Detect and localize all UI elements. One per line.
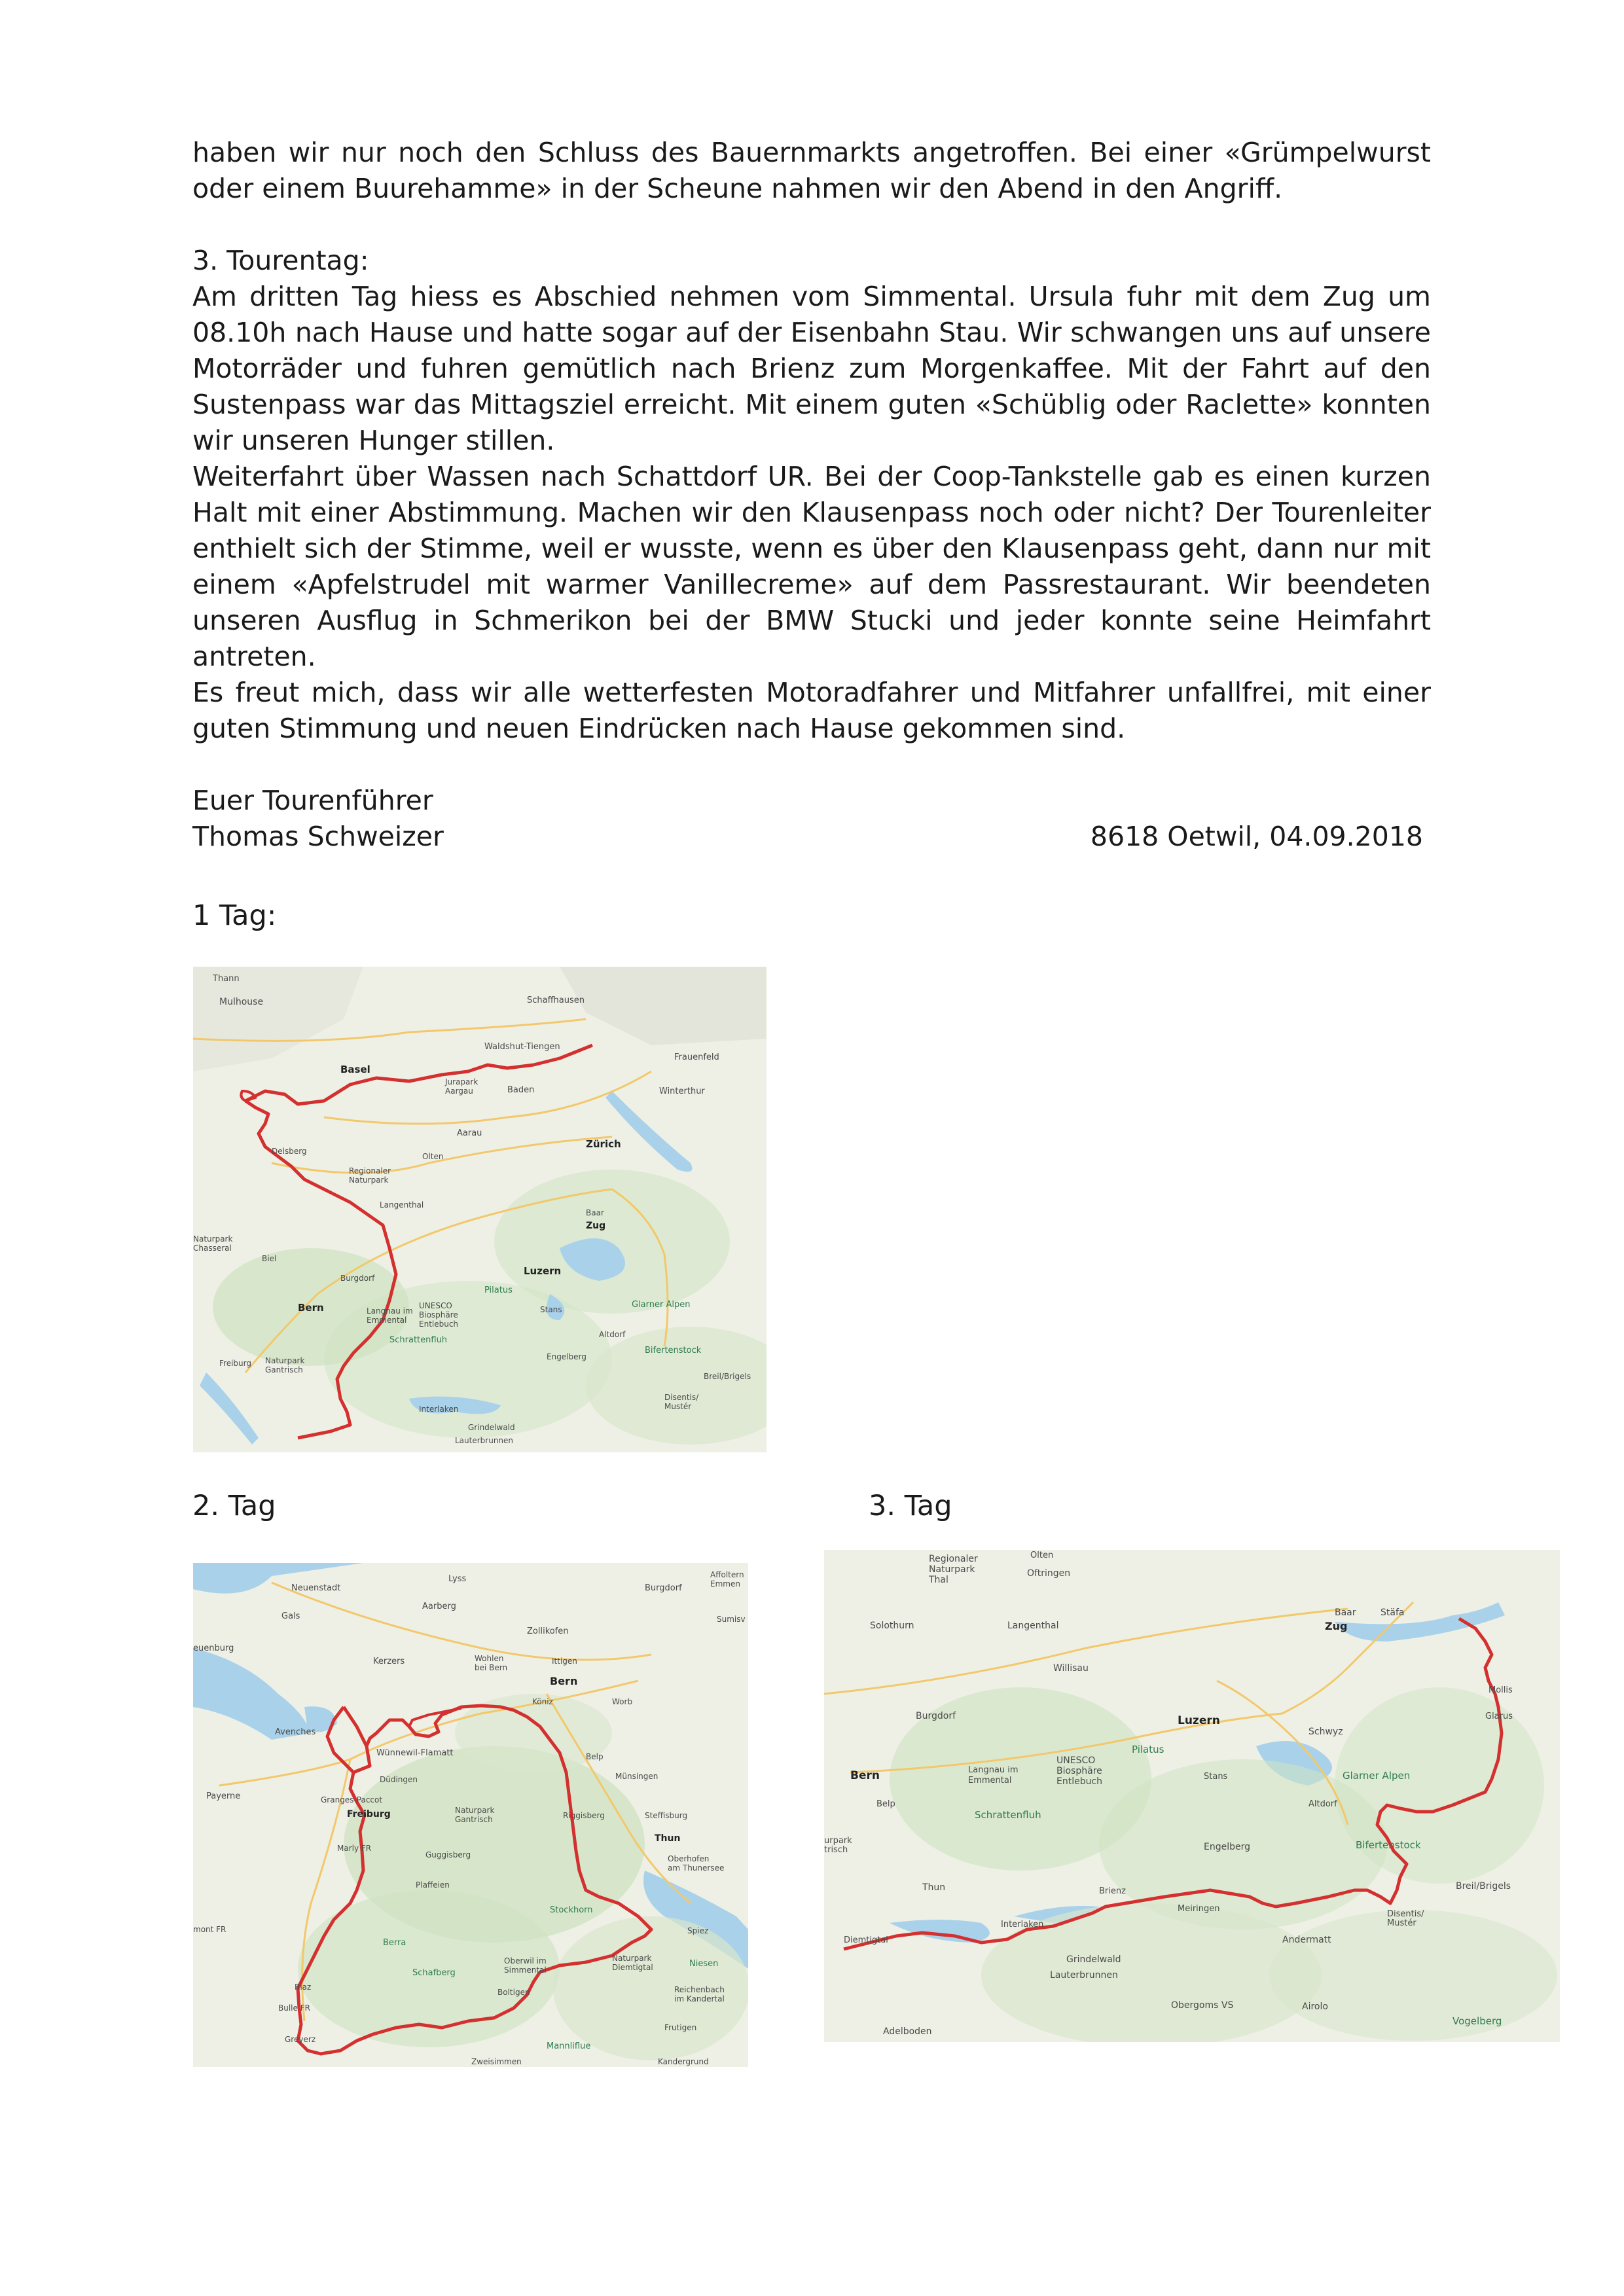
label-day2: 2. Tag — [192, 1490, 276, 1522]
svg-text:Wünnewil-Flamatt: Wünnewil-Flamatt — [376, 1748, 454, 1758]
signature-name: Thomas Schweizer — [192, 821, 444, 852]
svg-text:Baar: Baar — [586, 1208, 604, 1217]
svg-text:Thal: Thal — [929, 1575, 948, 1585]
svg-text:Grindelwald: Grindelwald — [468, 1423, 515, 1432]
svg-text:Breil/Brigels: Breil/Brigels — [1456, 1881, 1511, 1892]
svg-text:Biosphäre: Biosphäre — [419, 1310, 458, 1319]
svg-text:Interlaken: Interlaken — [1001, 1920, 1044, 1929]
svg-text:Zug: Zug — [1325, 1620, 1348, 1632]
svg-text:Jurapark: Jurapark — [445, 1077, 478, 1086]
svg-text:Mulhouse: Mulhouse — [219, 997, 264, 1007]
svg-text:Plaffeien: Plaffeien — [416, 1880, 450, 1890]
svg-text:Guggisberg: Guggisberg — [425, 1850, 471, 1859]
svg-text:bei Bern: bei Bern — [475, 1663, 508, 1672]
svg-text:Bifertenstock: Bifertenstock — [645, 1346, 702, 1355]
svg-text:Kandergrund: Kandergrund — [658, 2057, 709, 2066]
svg-text:Airolo: Airolo — [1302, 2001, 1328, 2012]
svg-text:Gals: Gals — [281, 1611, 300, 1621]
map-day3-graphic — [824, 1550, 1560, 2042]
svg-text:Oberhofen: Oberhofen — [668, 1854, 710, 1863]
svg-text:Gantrisch: Gantrisch — [265, 1365, 303, 1374]
svg-text:Vogelberg: Vogelberg — [1453, 2015, 1502, 2027]
svg-text:Zürich: Zürich — [586, 1138, 621, 1150]
svg-text:Payerne: Payerne — [206, 1791, 241, 1801]
svg-text:Lauterbrunnen: Lauterbrunnen — [1050, 1970, 1118, 1981]
svg-text:Oberwil im: Oberwil im — [504, 1956, 547, 1965]
svg-text:Baar: Baar — [1335, 1607, 1356, 1618]
svg-text:Engelberg: Engelberg — [547, 1352, 586, 1361]
svg-text:Marly FR: Marly FR — [337, 1844, 372, 1853]
svg-text:Luzern: Luzern — [1178, 1714, 1220, 1727]
svg-text:Steffisburg: Steffisburg — [645, 1811, 688, 1820]
svg-text:Disentis/: Disentis/ — [664, 1393, 699, 1402]
svg-text:Bern: Bern — [850, 1769, 880, 1782]
svg-text:Bern: Bern — [550, 1675, 578, 1687]
svg-text:Olten: Olten — [422, 1152, 444, 1161]
signature-greeting: Euer Tourenführer — [192, 785, 433, 816]
svg-text:Diemtigtal: Diemtigtal — [844, 1935, 888, 1945]
svg-text:Biosphäre: Biosphäre — [1056, 1766, 1102, 1776]
svg-text:Pilatus: Pilatus — [484, 1285, 513, 1295]
svg-text:UNESCO: UNESCO — [1056, 1755, 1096, 1766]
svg-text:Altdorf: Altdorf — [1308, 1799, 1337, 1809]
svg-text:Kerzers: Kerzers — [373, 1657, 405, 1666]
svg-text:Mustér: Mustér — [1387, 1918, 1416, 1928]
svg-text:Stans: Stans — [1204, 1772, 1228, 1782]
svg-text:Sumisv: Sumisv — [717, 1615, 746, 1624]
svg-text:Stäfa: Stäfa — [1380, 1607, 1405, 1618]
svg-text:Brienz: Brienz — [1099, 1886, 1126, 1896]
svg-text:Schaffhausen: Schaffhausen — [527, 996, 585, 1005]
label-day1: 1 Tag: — [192, 899, 277, 932]
svg-text:Belp: Belp — [586, 1752, 604, 1761]
svg-text:Bern: Bern — [298, 1302, 324, 1314]
svg-text:Olten: Olten — [1030, 1551, 1054, 1560]
svg-text:Bifertenstock: Bifertenstock — [1356, 1839, 1421, 1851]
svg-text:Burgdorf: Burgdorf — [645, 1583, 682, 1593]
body-text — [192, 135, 1431, 855]
svg-text:Schrattenfluh: Schrattenfluh — [975, 1809, 1041, 1821]
svg-text:Adelboden: Adelboden — [883, 2026, 932, 2037]
svg-text:Schafberg: Schafberg — [412, 1968, 456, 1978]
svg-text:Naturpark: Naturpark — [349, 1175, 389, 1185]
svg-text:mont FR: mont FR — [193, 1925, 226, 1934]
svg-text:Mustér: Mustér — [664, 1402, 692, 1411]
svg-text:Engelberg: Engelberg — [1204, 1842, 1251, 1852]
svg-text:Ittigen: Ittigen — [552, 1657, 577, 1666]
svg-text:Obergoms VS: Obergoms VS — [1171, 2000, 1234, 2011]
svg-text:Schwyz: Schwyz — [1308, 1727, 1343, 1737]
svg-text:euenburg: euenburg — [193, 1643, 234, 1653]
svg-text:Langnau im: Langnau im — [367, 1306, 413, 1316]
svg-text:Diemtigtal: Diemtigtal — [612, 1963, 653, 1972]
svg-text:Willisau: Willisau — [1053, 1663, 1089, 1674]
svg-text:Luzern: Luzern — [524, 1265, 562, 1277]
svg-text:Meiringen: Meiringen — [1178, 1904, 1220, 1914]
svg-text:Grindelwald: Grindelwald — [1066, 1954, 1121, 1965]
svg-text:Andermatt: Andermatt — [1282, 1935, 1331, 1945]
svg-text:Chasseral: Chasseral — [193, 1244, 232, 1253]
paragraph-bauernmarkt: haben wir nur noch den Schluss des Bauernmarkts angetroffen. Bei einer «Grümpelwurst oder einem Buurehamme» in der Scheune nahmen wir den Abend in den Angriff. — [192, 137, 1431, 204]
label-day3: 3. Tag — [869, 1490, 952, 1522]
svg-text:Glarner Alpen: Glarner Alpen — [1343, 1770, 1411, 1782]
svg-text:Simmental: Simmental — [504, 1965, 547, 1975]
svg-text:Naturpark: Naturpark — [929, 1564, 975, 1575]
svg-text:Burgdorf: Burgdorf — [916, 1711, 956, 1721]
svg-text:Zweisimmen: Zweisimmen — [471, 2057, 522, 2066]
svg-text:Thun: Thun — [655, 1833, 681, 1844]
map-day2 — [193, 1563, 748, 2067]
svg-text:Naturpark: Naturpark — [193, 1234, 233, 1244]
paragraph-conclusion: Es freut mich, dass wir alle wetterfesten Motoradfahrer und Mitfahrer unfallfrei, mit einer guten Stimmung und neuen Eindrücken nach Hause gekommen sind. — [192, 677, 1431, 744]
svg-text:Emmental: Emmental — [968, 1776, 1012, 1785]
svg-text:Aarberg: Aarberg — [422, 1602, 456, 1611]
svg-text:Langenthal: Langenthal — [380, 1200, 424, 1210]
svg-text:Thann: Thann — [213, 974, 240, 984]
svg-text:Delsberg: Delsberg — [272, 1147, 307, 1156]
svg-text:Frauenfeld: Frauenfeld — [674, 1052, 719, 1062]
svg-text:im Kandertal: im Kandertal — [674, 1994, 725, 2003]
svg-text:Burgdorf: Burgdorf — [340, 1274, 375, 1283]
svg-text:Zug: Zug — [586, 1221, 606, 1231]
svg-text:Mannliflue: Mannliflue — [547, 2041, 591, 2051]
svg-text:Riggisberg: Riggisberg — [563, 1811, 605, 1820]
svg-text:Interlaken: Interlaken — [419, 1405, 459, 1414]
signature-place-date: 8618 Oetwil, 04.09.2018 — [1090, 821, 1423, 852]
svg-text:Langnau im: Langnau im — [968, 1765, 1019, 1775]
svg-text:Aarau: Aarau — [457, 1128, 482, 1138]
svg-text:Glarus: Glarus — [1485, 1712, 1513, 1721]
svg-text:Altdorf: Altdorf — [599, 1330, 626, 1339]
svg-text:Disentis/: Disentis/ — [1387, 1909, 1424, 1919]
paragraph-klausenpass: Weiterfahrt über Wassen nach Schattdorf UR. Bei der Coop-Tankstelle gab es einen kurzen Halt mit einer Abstimmung. Machen wir den Klausenpass noch oder nicht? Der Tourenleiter enthielt sich der Stimme, weil er wusste, wenn es über den Klausenpass geht, dann nur mit einem «Apfelstrudel mit warmer Vanillecreme» auf dem Passrestaurant. Wir beendeten unseren Ausflug in Schmerikon bei der BMW Stucki und jeder konnte seine Heimfahrt antreten. — [192, 461, 1431, 672]
svg-text:Berra: Berra — [383, 1938, 406, 1948]
map-day3 — [824, 1550, 1560, 2042]
svg-text:Worb: Worb — [612, 1697, 633, 1706]
svg-text:Freiburg: Freiburg — [219, 1359, 251, 1368]
svg-text:Schrattenfluh: Schrattenfluh — [389, 1335, 448, 1345]
svg-text:Oftringen: Oftringen — [1027, 1568, 1071, 1579]
signature-line — [192, 819, 1423, 855]
svg-text:Neuenstadt: Neuenstadt — [291, 1583, 341, 1593]
svg-text:Niesen: Niesen — [689, 1959, 719, 1969]
svg-text:Emmen: Emmen — [710, 1579, 740, 1588]
svg-text:Gantrisch: Gantrisch — [455, 1815, 493, 1824]
svg-text:Pilatus: Pilatus — [1132, 1744, 1164, 1755]
svg-text:Winterthur: Winterthur — [659, 1086, 705, 1096]
svg-text:Entlebuch: Entlebuch — [419, 1319, 459, 1329]
svg-text:Langenthal: Langenthal — [1007, 1621, 1059, 1631]
svg-text:Zollikofen: Zollikofen — [527, 1626, 569, 1636]
map-day2-graphic — [193, 1563, 748, 2067]
svg-text:Regionaler: Regionaler — [349, 1166, 391, 1175]
svg-text:Emmental: Emmental — [367, 1316, 407, 1325]
svg-text:trisch: trisch — [824, 1845, 848, 1855]
map-day1 — [193, 967, 767, 1452]
svg-text:Naturpark: Naturpark — [265, 1356, 305, 1365]
map-day1-graphic — [193, 967, 767, 1452]
svg-text:Lauterbrunnen: Lauterbrunnen — [455, 1436, 514, 1445]
svg-text:UNESCO: UNESCO — [419, 1301, 452, 1310]
svg-text:Entlebuch: Entlebuch — [1056, 1776, 1103, 1787]
svg-text:Boltigen: Boltigen — [497, 1988, 530, 1997]
svg-text:urpark: urpark — [824, 1836, 852, 1846]
svg-text:Baden: Baden — [507, 1085, 535, 1095]
svg-text:am Thunersee: am Thunersee — [668, 1863, 725, 1873]
svg-text:Bulle FR: Bulle FR — [278, 2003, 310, 2013]
svg-text:Stans: Stans — [540, 1305, 562, 1314]
svg-text:Regionaler: Regionaler — [929, 1554, 978, 1564]
svg-text:Greyerz: Greyerz — [285, 2035, 316, 2044]
svg-text:Affoltern: Affoltern — [710, 1570, 744, 1579]
svg-text:Freiburg: Freiburg — [347, 1809, 391, 1820]
svg-text:Naturpark: Naturpark — [612, 1954, 652, 1963]
paragraph-simmental: Am dritten Tag hiess es Abschied nehmen vom Simmental. Ursula fuhr mit dem Zug um 08.10h nach Hause und hatte sogar auf der Eisenbahn Stau. Wir schwangen uns auf unsere Motorräder und fuhren gemütlich nach Brienz zum Morgenkaffee. Mit der Fahrt auf den Sustenpass war das Mittagsziel erreicht. Mit einem guten «Schüblig oder Raclette» konnten wir unseren Hunger stillen. — [192, 281, 1431, 456]
svg-text:Belp: Belp — [876, 1799, 895, 1809]
svg-text:Lyss: Lyss — [448, 1574, 467, 1584]
svg-text:Mollis: Mollis — [1489, 1685, 1513, 1695]
svg-text:Spiez: Spiez — [687, 1926, 709, 1935]
svg-text:Münsingen: Münsingen — [615, 1772, 659, 1781]
svg-text:Biel: Biel — [262, 1254, 277, 1263]
svg-text:Granges-Paccot: Granges-Paccot — [321, 1795, 383, 1804]
svg-text:Basel: Basel — [340, 1064, 370, 1075]
svg-text:Köniz: Köniz — [532, 1697, 553, 1706]
svg-text:Riaz: Riaz — [295, 1982, 312, 1992]
svg-text:Solothurn: Solothurn — [870, 1621, 914, 1631]
heading-tourentag-3: 3. Tourentag: — [192, 245, 369, 276]
svg-text:Düdingen: Düdingen — [380, 1775, 418, 1784]
svg-text:Avenches: Avenches — [275, 1727, 316, 1737]
svg-text:Aargau: Aargau — [445, 1086, 473, 1096]
svg-text:Wohlen: Wohlen — [475, 1654, 504, 1663]
svg-text:Naturpark: Naturpark — [455, 1806, 495, 1815]
svg-text:Frutigen: Frutigen — [664, 2023, 697, 2032]
svg-text:Breil/Brigels: Breil/Brigels — [704, 1372, 751, 1381]
svg-text:Glarner Alpen: Glarner Alpen — [632, 1300, 691, 1310]
svg-text:Reichenbach: Reichenbach — [674, 1985, 725, 1994]
svg-text:Thun: Thun — [922, 1882, 946, 1893]
svg-text:Stockhorn: Stockhorn — [550, 1905, 593, 1915]
svg-text:Waldshut-Tiengen: Waldshut-Tiengen — [484, 1042, 560, 1052]
